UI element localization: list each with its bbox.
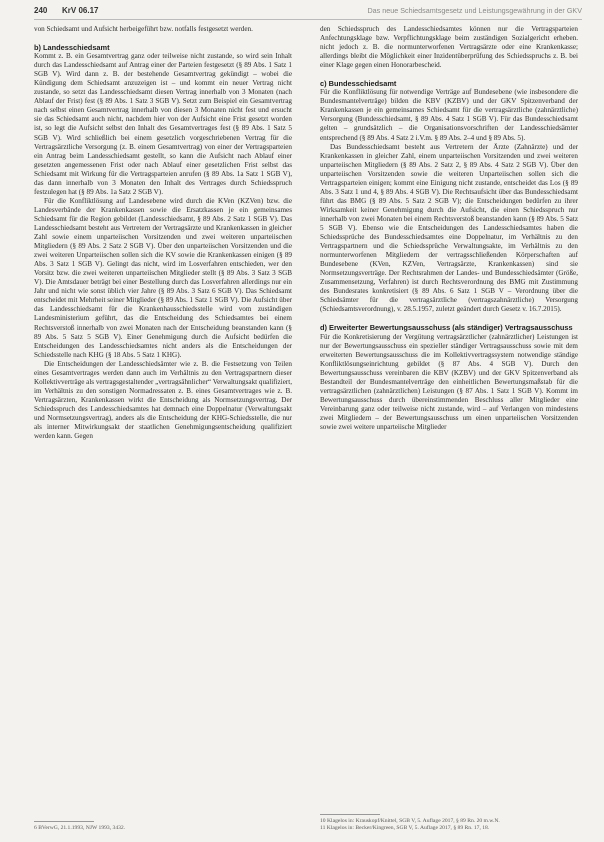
paragraph: von Schiedsamt und Aufsicht herbeigeführt bzw. notfalls festgesetzt werden. xyxy=(34,25,253,33)
paragraph: Für die Konkretisierung der Vergütung vertragsärztlicher (zahnärztlicher) Leistungen ist nur der Bewertungsausschuss ein spezieller ständiger Vertragsausschuss sowie mit dem erweiterten Bewertungsausschuss die im Kollektivvertragssystem notwendige ständige Konfliktlösungseinrichtung gebildet (§ 87 Abs. 4 SGB V). Durch den Bewertungsausschuss vereinbaren die KBV (KZBV) und der GKV Spitzenverband als Bestandteil der Bundesmantelverträge den einheitlichen Bewertungsmaßstab für die vertragsärztlichen (zahnärztlichen) Leistungen (§ 87 Abs. 1 Satz 1 SGB V). Kommt im Bewertungsausschuss durch übereinstimmenden Beschluss aller Mitglieder eine Vereinbarung ganz oder teilweise nicht zustande, wird – auf Verlangen von mindestens zwei Mitgliedern – der Bewertungsausschuss um einen unparteiischen Vorsitzenden sowie zwei weitere unparteiische Mitglieder xyxy=(320,332,578,431)
section-heading-b: b) Landesschiedsamt xyxy=(34,43,110,53)
footnote: 6 BVerwG, 21.1.1993, NJW 1993, 3432. xyxy=(34,825,126,831)
footnote: 11 Klagelos in: Becker/Kingreen, SGB V, 5. Auflage 2017, § 89 Rn. 17, 18. xyxy=(320,825,490,831)
footnotes-left xyxy=(34,821,292,832)
left-column xyxy=(34,25,292,441)
paragraph: Für die Konfliktlösung auf Landesebene wird durch die KVen (KZVen) bzw. die Landesverbände der Krankenkassen sowie die Ersatzkassen je ein gemeinsames Schiedsamt für die Region gebildet (Landesschiedsamt, § 89 Abs. 2 Satz 1 SGB V). Das Landesschiedsamt besteht aus Vertretern der Vertragsärzte und Krankenkassen in gleicher Zahl sowie einem unparteiischen Vorsitzenden und zwei weiteren unparteiischen Mitgliedern (§ 89 Abs. 2 Satz 2 SGB V). Über den unparteiischen Vorsitzenden und die zwei weiteren Unparteiischen sollen sich die KV sowie die Krankenkassen einigen (§ 89 Abs. 3 Satz 1 SGB V). Gelingt das nicht, wird im Losverfahren entschieden, wer den Vorsitz bzw. die zwei weiteren unparteiischen Mitglieder stellt (§ 89 Abs. 3 Satz 3 SGB V). Die Amtsdauer beträgt bei einer Bestellung durch das Losverfahren allerdings nur ein Jahr und nicht wie sonst üblich vier Jahre (§ 89 Abs. 3 Satz 6 SGB V). Das Schiedsamt entscheidet mit Mehrheit seiner Mitglieder (§ 89 Abs. 1 Satz 1 SGB V). Die Aufsicht über das Landesschiedsamt für die Krankenhausschiedsstelle wird vom zuständigen Landesministerium geführt, das die Entscheidung des Schiedsamtes bei einem Rechtsverstoß innerhalb von zwei Monaten nach der Entscheidung beanstanden kann (§ 89 Abs. 5 Satz 5 SGB V). Einer Genehmigung durch die Aufsicht bedürfen die Entscheidungen des Landesschiedsamtes nicht anders als die Entscheidungen der Schiedsstelle nach KHG (§ 18 Abs. 5 Satz 1 KHG). xyxy=(34,196,292,359)
header-rule xyxy=(34,19,582,20)
section-heading-c: c) Bundesschiedsamt xyxy=(320,79,397,89)
page-number: 240 xyxy=(34,6,48,15)
running-title: Das neue Schiedsamtsgesetz und Leistungsgewährung in der GKV xyxy=(367,6,582,15)
page-header xyxy=(34,6,582,20)
journal-name: KrV 06.17 xyxy=(62,6,99,15)
paragraph: Für die Konfliktlösung für notwendige Verträge auf Bundesebene (wie insbesondere die Bundesmantelverträge) bilden die KBV (KZBV) und der GKV Spitzenverband der Krankenkassen je ein gemeinsames Schiedsamt für die vertragsärztliche (zahnärztliche) Versorgung (Bundesschiedsamt, § 89 Abs. 4 Satz 1 SGB V). Für das Bundesschiedsamt gelten – grundsätzlich – die Organisationsvorschriften der Landesschiedsämter entsprechend (§ 89 Abs. 4 Satz 2 i.V.m. § 89 Abs. 2–4 und § 89 Abs. 5). xyxy=(320,88,578,142)
section-heading-d: d) Erweiterter Bewertungsausschuss (als ständiger) Vertragsausschuss xyxy=(320,323,573,333)
paragraph: Das Bundesschiedsamt besteht aus Vertretern der Ärzte (Zahnärzte) und der Krankenkassen in gleicher Zahl, einem unparteiischen Vorsitzenden und zwei weiteren unparteiischen Mitgliedern (§ 89 Abs. 2 Satz 2, § 89 Abs. 4 Satz 2 SGB V). Über den unparteiischen Vorsitzenden sowie die weiteren Unparteiischen sollen sich die Vertragsparteien einigen; kommt eine Einigung nicht zustande, entscheidet das Los (§ 89 Abs. 3 Satz 1 und 4, § 89 Abs. 4 SGB V). Die Rechtsaufsicht über das Bundesschiedsamt führt das BMG (§ 89 Abs. 5 Satz 2 SGB V); die Entscheidungen bedürfen zu ihrer Wirksamkeit keiner Genehmigung durch die Aufsicht, die einen Schiedsspruch nur innerhalb von zwei Monaten bei einem Rechtsverstoß beanstanden kann (§ 89 Abs. 5 Satz 5 SGB V). Ebenso wie die Entscheidungen des Landesschiedsamtes haben die Schiedssprüche des Bundesschiedsamtes eine Doppelnatur, im Verhältnis zu den Vertragspartnern und die Schiedssprüche Verwaltungsakte, im Verhältnis zu den normunterworfenen Mitgliedern der vertragsschließenden Körperschaften auf Bundesebene (KVen, KZVen, Vertragsärzte, Krankenkassen) sind sie Normsetzungsverträge. Der Rechtsrahmen der Landes- und Bundesschiedsämter (Größe, Zusammensetzung, Verfahren) ist durch Rechtsverordnung des BMG mit Zustimmung des Bundesrates konkretisiert (§ 89 Abs. 6 Satz 1 SGB V – Verordnung über die Schiedsämter für die vertragsärztliche (vertragszahnärztliche) Versorgung (Schiedsamtsverordnung), v. 28.5.1957, zuletzt geändert durch Gesetz v. 16.7.2015). xyxy=(320,142,578,314)
footnote-rule xyxy=(34,821,94,822)
footnotes-right xyxy=(320,814,578,832)
footnote-rule xyxy=(320,814,380,815)
paragraph: Kommt z. B. ein Gesamtvertrag ganz oder teilweise nicht zustande, so wird sein Inhalt durch das Landesschiedsamt auf Antrag einer der Parteien festgesetzt (§ 89 Abs. 1 Satz 1 SGB V). Wird dann z. B. der bestehende Gesamtvertrag gekündigt – wobei die Kündigung dem Schiedsamt anzuzeigen ist – und kommt ein neuer Vertrag nicht zustande, so setzt das Landesschiedsamt diesen Vertrag innerhalb von 3 Monaten (nach Ablauf der Frist) fest (§ 89 Abs. 1 Satz 3 SGB V). Setzt zum Beispiel ein Gesamtvertrag nach selbst einen Gesamtvertrag innerhalb von diesen 3 Monaten nicht fest und ersucht sie das Schiedsamt auch nicht, nachdem hier von der Aufsicht eine Frist gesetzt worden ist, so legt die Aufsicht selbst den Inhalt des Gesamtvertrages fest (§ 89 Abs. 1 Satz 5 SGB V). Wird schließlich bei einem gesetzlich vorgeschriebenen Vertrag für die Vertragsärztliche Versorgung (z. B. einem Gesamtvertrag) von einer der Vertragsparteien ein Antrag beim Landesschiedsamt gestellt, so kann die Aufsicht nach Ablauf einer gesetzten angemessenen Frist oder nach Ablauf einer gesetzlichen Frist selbst das Schiedsamt mit Wirkung für die Vertragsparteien anrufen (§ 89 Abs. 1a Satz 1 SGB V), das dann innerhalb von 3 Monaten den Inhalt des Vertrages durch Schiedsspruch festzulegen hat (§ 89 Abs. 1a Satz 2 SGB V). xyxy=(34,52,292,196)
paragraph: Die Entscheidungen der Landesschiedsämter wie z. B. die Festsetzung von Teilen eines Gesamtvertrages werden dann auch im Verhältnis zu den Vertragspartnern dieser Kollektivverträge als vertragsgestaltender „vertragsähnlicher“ Verwaltungsakt qualifiziert, im Verhältnis zu den sonstigen Normadressaten z. B. eines Gesamtvertrages wie z. B. Vertragsärzten, Krankenkassen wirkt die Entscheidung als Normsetzungsvertrag. Der Schiedsspruch des Landesschiedsamtes hat demnach eine Doppelnatur (Verwaltungsakt und Normsetzungsvertrag), anders als die Entscheidung der KHG-Schiedsstelle, die nur als interner Mitwirkungsakt der staatlichen Genehmigungsentscheidung qualifiziert werden kann. Gegen xyxy=(34,359,293,441)
paragraph: den Schiedsspruch des Landesschiedsamtes können nur die Vertragsparteien Anfechtungsklage bzw. Verpflichtungsklage beim zuständigen Sozialgericht erheben. nicht jedoch z. B. die normunterworfenen Vertragsärzte oder eine Krankenkasse; allerdings bleibt die Möglichkeit einer Inzidentüberprüfung des Schiedsspruchs z. B. bei einer Klage gegen einen Honorarbescheid. xyxy=(320,25,578,70)
footnote: 10 Klagelos in: Krauskopf/Knittel, SGB V, 5. Auflage 2017, § 89 Rn. 20 m.w.N. xyxy=(320,818,500,824)
right-column xyxy=(320,25,578,432)
